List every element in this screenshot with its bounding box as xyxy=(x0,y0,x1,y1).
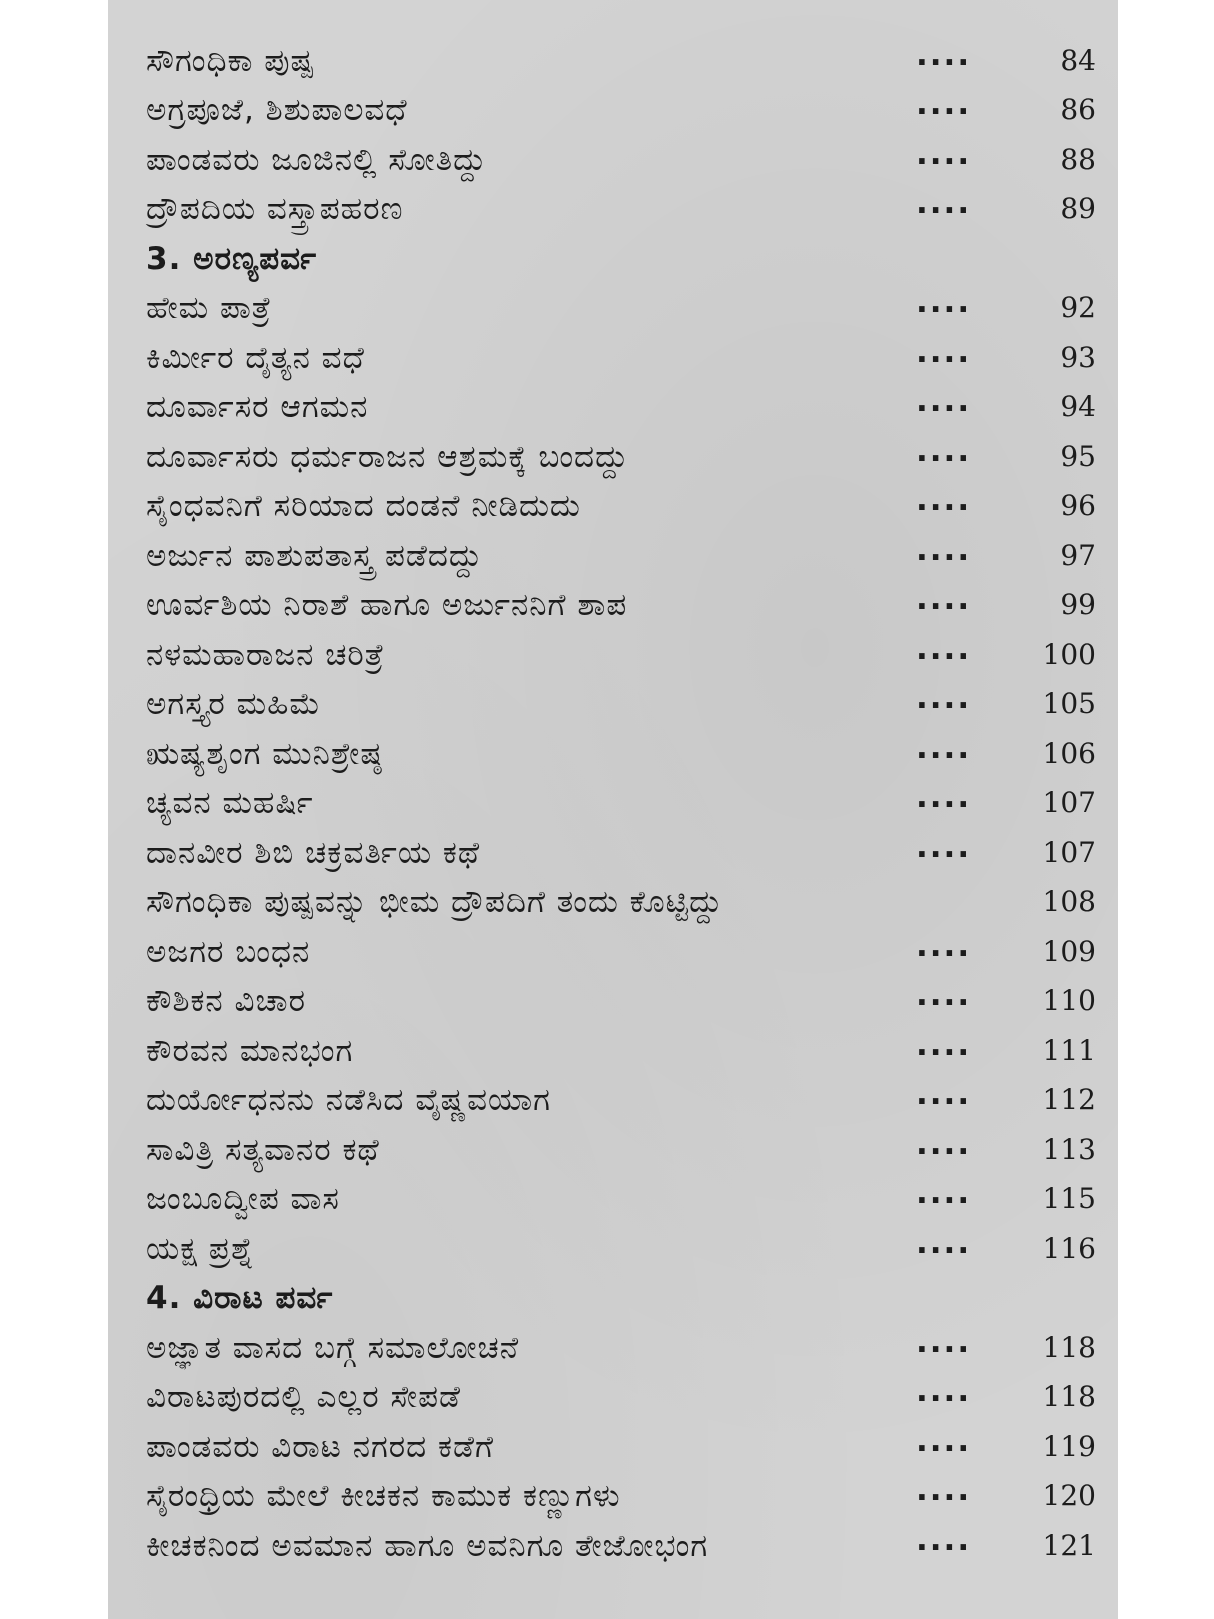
entry-title: ವಿರಾಟಪುರದಲ್ಲಿ ಎಲ್ಲರ ಸೇಪಡೆ xyxy=(146,1379,461,1415)
page-number: 94 xyxy=(1060,390,1096,423)
entry-title: ಕಿರ್ಮೀರ ದೈತ್ಯನ ವಧೆ xyxy=(146,340,365,376)
dot-leader: .... xyxy=(916,1522,972,1558)
toc-entry xyxy=(146,37,1096,85)
entry-title: ಸೌಗಂಧಿಕಾ ಪುಷ್ಪವನ್ನು ಭೀಮ ದ್ರೌಪದಿಗೆ ತಂದು ಕೊಟ್ಟಿದ್ದು xyxy=(146,884,723,920)
entry-title: ದ್ರೌಪದಿಯ ವಸ್ತ್ರಾಪಹರಣ xyxy=(146,191,404,227)
entry-title: ಪಾಂಡವರು ವಿರಾಟ ನಗರದ ಕಡೆಗೆ xyxy=(146,1429,494,1465)
entry-title: ದೂರ್ವಾಸರ ಆಗಮನ xyxy=(146,389,369,425)
dot-leader: .... xyxy=(916,433,972,469)
toc-entry xyxy=(146,1522,1096,1570)
page-number: 107 xyxy=(1042,836,1096,869)
toc-entry xyxy=(146,185,1096,233)
entry-title: ಕೀಚಕನಿಂದ ಅವಮಾನ ಹಾಗೂ ಅವನಿಗೂ ತೇಜೋಭಂಗ xyxy=(146,1528,709,1564)
entry-title: ಚ್ಯವನ ಮಹರ್ಷಿ xyxy=(146,785,314,821)
page-number: 108 xyxy=(1042,885,1096,918)
dot-leader: .... xyxy=(916,779,972,815)
section-heading xyxy=(146,235,1096,283)
toc-entry xyxy=(146,383,1096,431)
page-number: 95 xyxy=(1060,440,1096,473)
entry-title: ನಳಮಹಾರಾಜನ ಚರಿತ್ರೆ xyxy=(146,637,385,673)
dot-leader: .... xyxy=(916,482,972,518)
toc-entry xyxy=(146,1472,1096,1520)
toc-entry xyxy=(146,928,1096,976)
dot-leader: .... xyxy=(916,86,972,122)
entry-title: ದೂರ್ವಾಸರು ಧರ್ಮರಾಜನ ಆಶ್ರಮಕ್ಕೆ ಬಂದದ್ದು xyxy=(146,439,629,475)
dot-leader: .... xyxy=(916,730,972,766)
toc-entry xyxy=(146,1324,1096,1372)
page-number: 109 xyxy=(1042,935,1096,968)
entry-title: ಸಾವಿತ್ರಿ ಸತ್ಯವಾನರ ಕಥೆ xyxy=(146,1132,380,1168)
entry-title: ಜಂಬೂದ್ವೀಪ ವಾಸ xyxy=(146,1181,340,1217)
toc-entry xyxy=(146,1076,1096,1124)
toc-entry xyxy=(146,1373,1096,1421)
toc-entry xyxy=(146,977,1096,1025)
page-number: 89 xyxy=(1060,192,1096,225)
section-title: 4. ವಿರಾಟ ಪರ್ವ xyxy=(146,1280,334,1316)
entry-title: ಋಷ್ಯಶೃಂಗ ಮುನಿಶ್ರೇಷ್ಠ xyxy=(146,736,383,772)
entry-title: ಸೈರಂಧ್ರಿಯ ಮೇಲೆ ಕೀಚಕನ ಕಾಮುಕ ಕಣ್ಣುಗಳು xyxy=(146,1478,621,1514)
dot-leader: .... xyxy=(916,1324,972,1360)
page-number: 111 xyxy=(1042,1034,1096,1067)
dot-leader: .... xyxy=(916,284,972,320)
section-heading xyxy=(146,1274,1096,1322)
page-number: 99 xyxy=(1060,588,1096,621)
page-number: 112 xyxy=(1042,1083,1096,1116)
page-number: 118 xyxy=(1042,1380,1096,1413)
entry-title: ಪಾಂಡವರು ಜೂಜಿನಲ್ಲಿ ಸೋತಿದ್ದು xyxy=(146,142,487,178)
entry-title: ಅಗ್ರಪೂಜೆ, ಶಿಶುಪಾಲವಧೆ xyxy=(146,92,408,128)
dot-leader: .... xyxy=(916,37,972,73)
page-number: 113 xyxy=(1042,1133,1096,1166)
toc-entry xyxy=(146,532,1096,580)
page-number: 88 xyxy=(1060,143,1096,176)
dot-leader: .... xyxy=(916,1423,972,1459)
toc-entry xyxy=(146,433,1096,481)
page-number: 107 xyxy=(1042,786,1096,819)
dot-leader: .... xyxy=(916,1472,972,1508)
toc-entry xyxy=(146,1225,1096,1273)
book-page xyxy=(108,0,1118,1619)
entry-title: ದುರ್ಯೋಧನನು ನಡೆಸಿದ ವೈಷ್ಣವಯಾಗ xyxy=(146,1082,551,1118)
dot-leader: .... xyxy=(916,1373,972,1409)
entry-title: ಸೈಂಧವನಿಗೆ ಸರಿಯಾದ ದಂಡನೆ ನೀಡಿದುದು xyxy=(146,488,581,524)
entry-title: ಸೌಗಂಧಿಕಾ ಪುಷ್ಪ xyxy=(146,43,315,79)
toc-entry xyxy=(146,1175,1096,1223)
dot-leader: .... xyxy=(916,383,972,419)
dot-leader: .... xyxy=(916,928,972,964)
dot-leader: .... xyxy=(916,581,972,617)
page-number: 115 xyxy=(1042,1182,1096,1215)
dot-leader: .... xyxy=(916,977,972,1013)
dot-leader: .... xyxy=(916,1027,972,1063)
page-number: 105 xyxy=(1042,687,1096,720)
toc-entry xyxy=(146,136,1096,184)
entry-title: ಹೇಮ ಪಾತ್ರೆ xyxy=(146,290,272,326)
dot-leader: .... xyxy=(916,1175,972,1211)
entry-title: ಕೌರವನ ಮಾನಭಂಗ xyxy=(146,1033,354,1069)
dot-leader: .... xyxy=(916,334,972,370)
toc-entry xyxy=(146,581,1096,629)
dot-leader: .... xyxy=(916,1126,972,1162)
toc-entry xyxy=(146,1027,1096,1075)
entry-title: ಕೌಶಿಕನ ವಿಚಾರ xyxy=(146,983,307,1019)
dot-leader: .... xyxy=(916,136,972,172)
toc-entry xyxy=(146,680,1096,728)
dot-leader: .... xyxy=(916,680,972,716)
toc-entry xyxy=(146,779,1096,827)
page-number: 96 xyxy=(1060,489,1096,522)
entry-title: ಅಗಸ್ತ್ಯರ ಮಹಿಮೆ xyxy=(146,686,322,722)
dot-leader: .... xyxy=(916,1076,972,1112)
page-number: 84 xyxy=(1060,44,1096,77)
page-number: 92 xyxy=(1060,291,1096,324)
dot-leader: .... xyxy=(916,185,972,221)
dot-leader: .... xyxy=(916,532,972,568)
toc-entry xyxy=(146,1126,1096,1174)
section-title: 3. ಅರಣ್ಯಪರ್ವ xyxy=(146,241,318,277)
entry-title: ಅಜ್ಞಾತ ವಾಸದ ಬಗ್ಗೆ ಸಮಾಲೋಚನೆ xyxy=(146,1330,520,1366)
toc-entry xyxy=(146,334,1096,382)
toc-entry xyxy=(146,284,1096,332)
page-number: 120 xyxy=(1042,1479,1096,1512)
toc-entry xyxy=(146,482,1096,530)
toc-entry xyxy=(146,631,1096,679)
page-number: 86 xyxy=(1060,93,1096,126)
page-number: 119 xyxy=(1042,1430,1096,1463)
entry-title: ಅರ್ಜುನ ಪಾಶುಪತಾಸ್ತ್ರ ಪಡೆದದ್ದು xyxy=(146,538,483,574)
dot-leader: .... xyxy=(916,631,972,667)
page-number: 106 xyxy=(1042,737,1096,770)
page-number: 93 xyxy=(1060,341,1096,374)
page-number: 121 xyxy=(1042,1529,1096,1562)
entry-title: ಯಕ್ಷ ಪ್ರಶ್ನೆ xyxy=(146,1231,255,1267)
dot-leader: .... xyxy=(916,829,972,865)
dot-leader: .... xyxy=(916,1225,972,1261)
toc-entry xyxy=(146,86,1096,134)
entry-title: ಅಜಗರ ಬಂಧನ xyxy=(146,934,311,970)
page-number: 100 xyxy=(1042,638,1096,671)
toc-entry xyxy=(146,829,1096,877)
page-number: 118 xyxy=(1042,1331,1096,1364)
toc-entry xyxy=(146,1423,1096,1471)
page-number: 97 xyxy=(1060,539,1096,572)
page-number: 116 xyxy=(1042,1232,1096,1265)
toc-entry xyxy=(146,730,1096,778)
entry-title: ಊರ್ವಶಿಯ ನಿರಾಶೆ ಹಾಗೂ ಅರ್ಜುನನಿಗೆ ಶಾಪ xyxy=(146,587,628,623)
entry-title: ದಾನವೀರ ಶಿಬಿ ಚಕ್ರವರ್ತಿಯ ಕಥೆ xyxy=(146,835,481,871)
page-number: 110 xyxy=(1042,984,1096,1017)
toc-entry xyxy=(146,878,1096,926)
